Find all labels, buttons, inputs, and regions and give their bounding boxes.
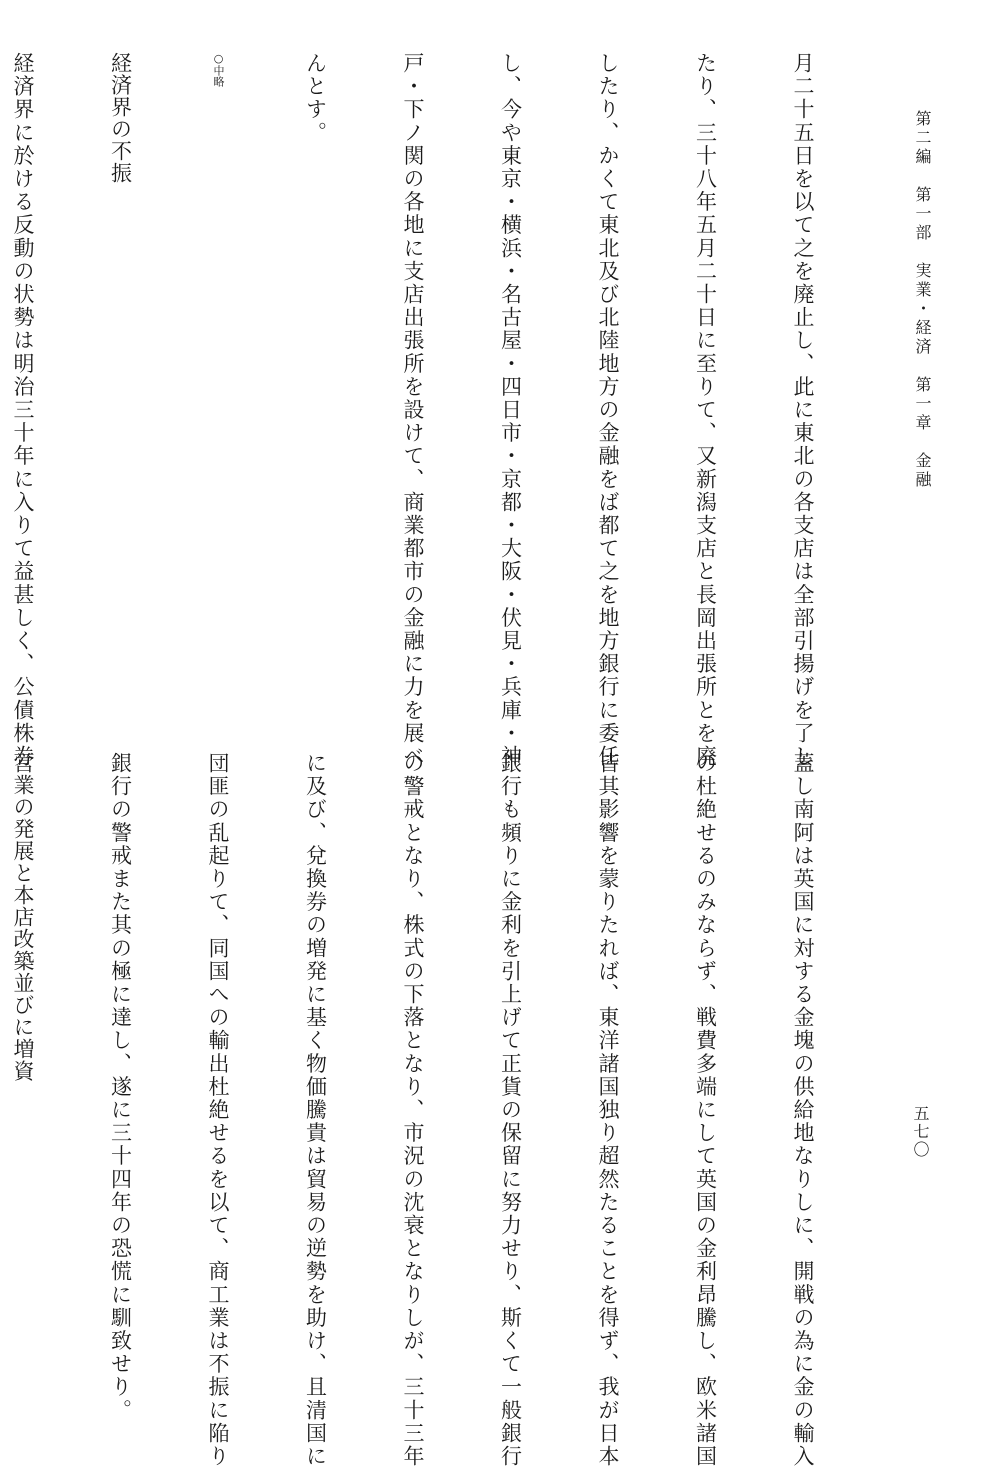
text-line: 銀行の警戒また其の極に達し、遂に三十四年の恐慌に馴致せり。 (108, 752, 133, 1422)
text-line: 経済界に於ける反動の状勢は明治三十年に入りて益甚しく、公債株券 (11, 52, 35, 769)
text-line: たり、三十八年五月二十日に至りて、又新潟支店と長岡出張所とを廃 (693, 52, 718, 769)
text-line: し、今や東京・横浜・名古屋・四日市・京都・大阪・伏見・兵庫・神 (498, 52, 523, 769)
page-number: 五七〇 (911, 1105, 930, 1159)
text-line: したり、かくて東北及び北陸地方の金融をば都て之を地方銀行に委任 (596, 52, 620, 769)
upper-text-block (0, 52, 884, 769)
running-head: 第二編 第一部 実業・経済 第一章 金融 (913, 110, 932, 490)
text-line: の杜絶せるのみならず、戦費多端にして英国の金利昂騰し、欧米諸国 (693, 752, 718, 1468)
text-line: 皆其影響を蒙りたれば、東洋諸国独り超然たることを得ず、我が日本 (596, 752, 620, 1468)
omission-note: ○中略 (212, 52, 225, 87)
lower-text-block (0, 752, 884, 1468)
section-heading: 経済界の不振 (108, 52, 133, 184)
text-line: 月二十五日を以て之を廃止し、此に東北の各支店は全部引揚げを了し (791, 52, 815, 769)
text-line: 団匪の乱起りて、同国への輸出杜絶せるを以て、商工業は不振に陥り (206, 752, 230, 1468)
text-line: 銀行も頻りに金利を引上げて正貨の保留に努力せり、斯くて一般銀行 (498, 752, 523, 1468)
text-line: んとす。 (303, 52, 328, 145)
text-line: 蓋し南阿は英国に対する金塊の供給地なりしに、開戦の為に金の輸入 (791, 752, 815, 1468)
text-line: の警戒となり、株式の下落となり、市況の沈衰となりしが、三十三年 (401, 752, 425, 1468)
text-line: に及び、兌換券の増発に基く物価騰貴は貿易の逆勢を助け、且清国に (303, 752, 328, 1468)
text-line: 戸・下ノ関の各地に支店出張所を設けて、商業都市の金融に力を展べ (401, 52, 425, 769)
section-heading: 営業の発展と本店改築並びに増資 (11, 752, 35, 1082)
